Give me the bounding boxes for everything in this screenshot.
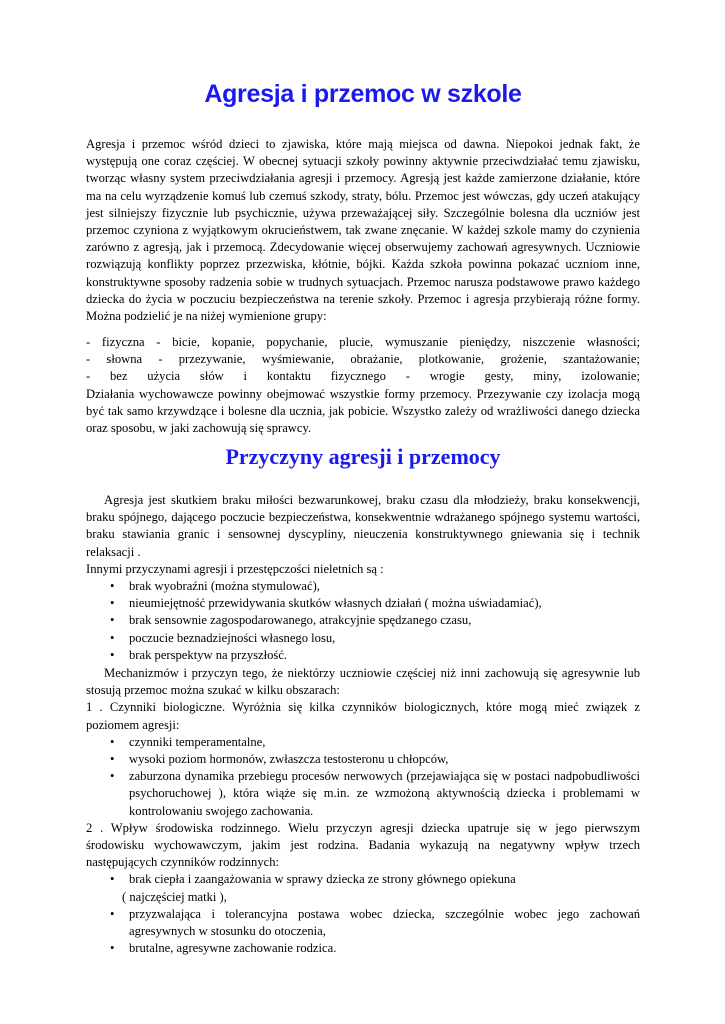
other-causes-list <box>86 578 640 664</box>
intro-paragraph: Agresja i przemoc wśród dzieci to zjawiska, które mają miejsca od dawna. Niepokoi jednak fakt, że występują one coraz częściej. W obecnej sytuacji szkoły powinny aktywnie przeciwdziałać temu zjawisku, tworząc własny system przeciwdziałania agresji i przemocy. Agresją jest każde zamierzone działanie, które ma na celu wyrządzenie komuś lub czemuś szkody, straty, bólu. Przemoc jest wówczas, gdy uczeń atakujący jest silniejszy fizycznie lub psychicznie, używa przeważającej siły. Szczególnie bolesna dla uczniów jest przemoc czyniona z wyjątkowym okrucieństwem, tak zwane znęcanie. W każdej szkole mamy do czynienia zarówno z agresją, jak i przemocą. Zdecydowanie więcej obserwujemy zachowań agresywnych. Uczniowie rozwiązują konflikty poprzez przezwiska, kłótnie, bójki. Każda szkoła powinna pokazać uczniom inne, konstruktywne sposoby radzenia sobie w trudnych sytuacjach. Przemoc narusza podstawowe prawo każdego dziecka do życia w poczuciu bezpieczeństwa na terenie szkoły. Przemoc i agresja przybierają różne formy. Można podzielić je na niżej wymienione grupy: <box>86 137 640 324</box>
section-title: Przyczyny agresji i przemocy <box>225 444 501 469</box>
other-causes-intro: Innymi przyczynami agresji i przestępczości nieletnich są : <box>86 561 384 576</box>
list-item: • nieumiejętność przewidywania skutków własnych działań ( można uświadamiać), <box>86 595 640 612</box>
factor2-list <box>86 871 640 957</box>
bullet-icon: • <box>110 596 115 611</box>
list-item: • wysoki poziom hormonów, zwłaszcza testosteronu u chłopców, <box>86 751 640 768</box>
mechanisms-paragraph: Mechanizmów i przyczyn tego, że niektórzy uczniowie częściej niż inni zachowują się agresywnie lub stosują przemoc można szukać w kilku obszarach: <box>86 666 640 698</box>
factor2-heading: 2 . Wpływ środowiska rodzinnego. Wielu przyczyn agresji dziecka upatruje się w jego pierwszym środowisku wychowawczym, jakim jest rodzina. Badania wykazują na negatywny wpływ trzech następujących czynników rodzinnych: <box>86 820 640 870</box>
factor1-list <box>86 734 640 820</box>
bullet-icon: • <box>110 630 115 645</box>
form-nonverbal: - bez użycia słów i kontaktu fizycznego - wrogie gesty, miny, izolowanie; <box>86 369 640 384</box>
bullet-icon: • <box>110 613 115 628</box>
bullet-icon: • <box>110 734 115 749</box>
bullet-icon: • <box>110 769 115 784</box>
bullet-icon: • <box>110 906 115 921</box>
forms-closing-paragraph: Działania wychowawcze powinny obejmować wszystkie formy przemocy. Przezywanie czy izolacja mogą być tak samo krzywdzące i bolesne dla ucznia, jak pobicie. Wszystko zależy od wrażliwości danego dziecka oraz sposobu, w jaki zachowują się sprawcy. <box>86 386 640 436</box>
list-item: • czynniki temperamentalne, <box>86 734 640 751</box>
factor2-item1-note: ( najczęściej matki ), <box>122 889 227 904</box>
page-title: Agresja i przemoc w szkole <box>204 80 522 108</box>
form-verbal: - słowna - przezywanie, wyśmiewanie, obrażanie, plotkowanie, grożenie, szantażowanie; <box>86 352 640 367</box>
list-item: • brak ciepła i zaangażowania w sprawy dziecka ze strony głównego opiekuna ( najczęściej matki ), <box>110 872 516 904</box>
form-physical: - fizyczna - bicie, kopanie, popychanie, plucie, wymuszanie pieniędzy, niszczenie własności; <box>86 335 640 349</box>
bullet-icon: • <box>110 941 115 956</box>
list-item: • poczucie beznadziejności własnego losu, <box>86 630 640 647</box>
bullet-icon: • <box>110 579 115 594</box>
list-item: • brak wyobraźni (można stymulować), <box>86 578 640 595</box>
factor1-heading: 1 . Czynniki biologiczne. Wyróżnia się kilka czynników biologicznych, które mogą mieć związek z poziomem agresji: <box>86 700 640 732</box>
list-item: • brutalne, agresywne zachowanie rodzica. <box>86 940 640 957</box>
bullet-icon: • <box>110 752 115 767</box>
mechanisms-section <box>86 665 640 957</box>
intro-section <box>86 136 640 325</box>
list-item: • zaburzona dynamika przebiegu procesów nerwowych (przejawiająca się w postaci nadpobudliwości psychoruchowej ), która wiąże się m.in. ze wzmożoną aktywnością dziecka i problemami w kontrolowaniu swojego zachowania. <box>110 769 640 818</box>
list-item: • brak perspektyw na przyszłość. <box>86 647 640 664</box>
bullet-icon: • <box>110 647 115 662</box>
causes-paragraph: Agresja jest skutkiem braku miłości bezwarunkowej, braku czasu dla młodzieży, braku konsekwencji, braku spójnego, dającego poczucie bezpieczeństwa, konsekwentnie wdrażanego spójnego systemu wartości, braku stawiania granic i sensownej dyscypliny, nieuczenia konstruktywnego gniewania się i technik relaksacji . <box>86 493 640 559</box>
forms-list <box>86 334 640 437</box>
causes-section <box>86 492 640 664</box>
list-item: • brak sensownie zagospodarowanego, atrakcyjnie spędzanego czasu, <box>86 612 640 629</box>
bullet-icon: • <box>110 872 115 887</box>
list-item: • przyzwalająca i tolerancyjna postawa wobec dziecka, szczególnie wobec jego zachowań agresywnych w stosunku do otoczenia, <box>110 906 640 939</box>
